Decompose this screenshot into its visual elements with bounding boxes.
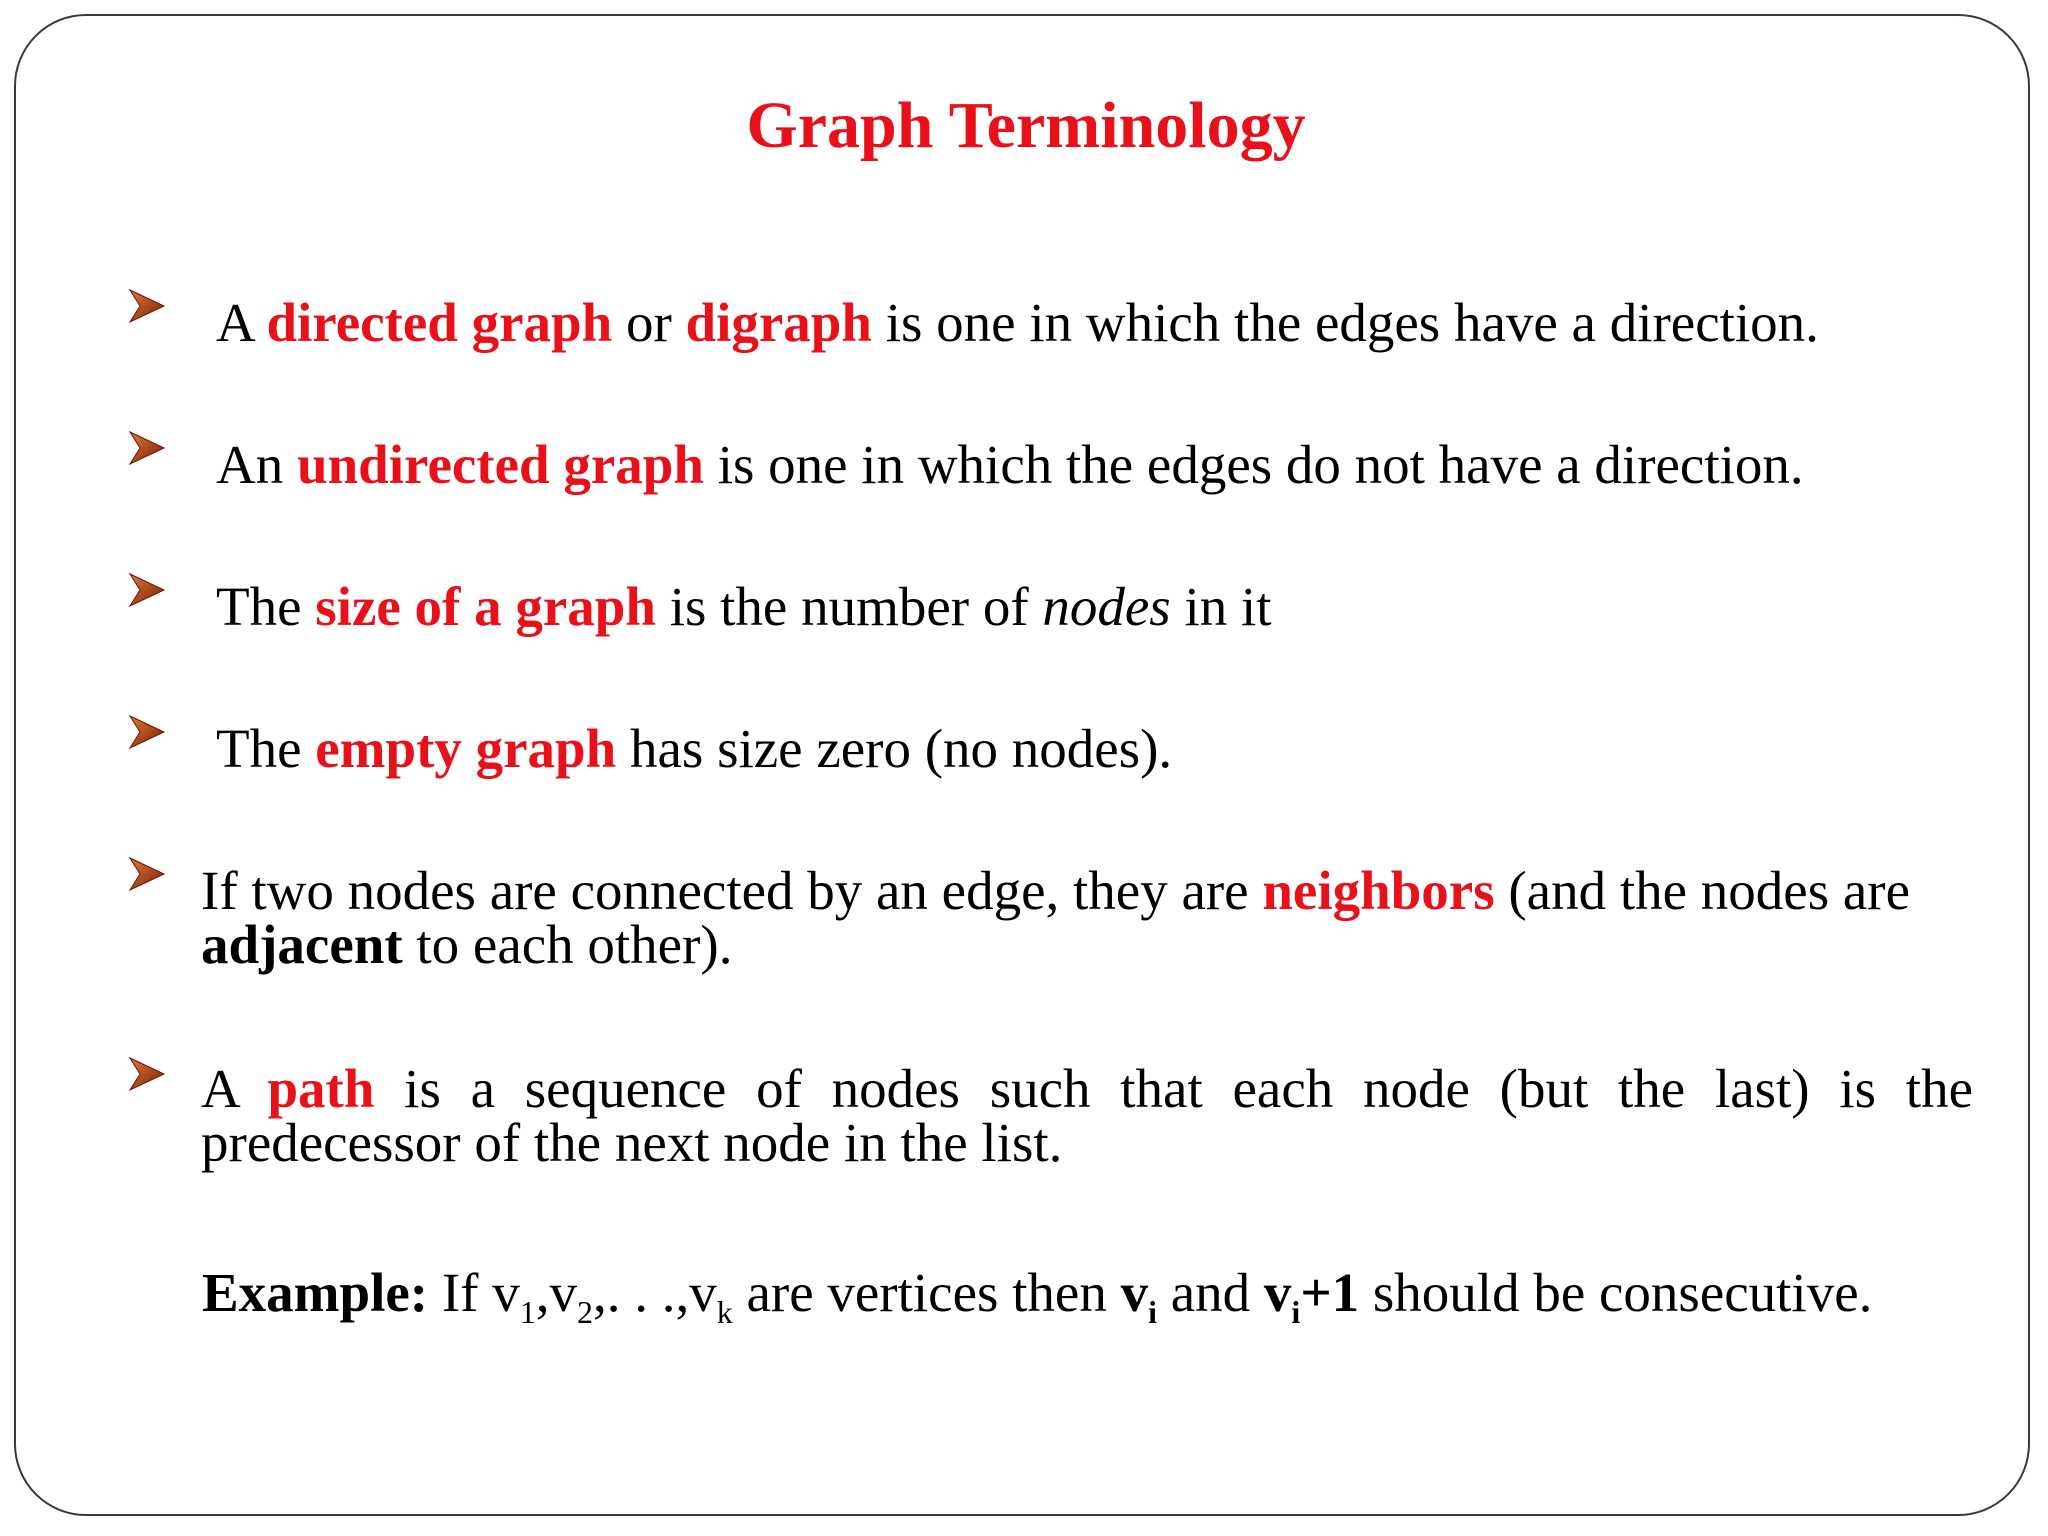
slide-frame [14, 14, 2030, 1516]
term-neighbors: neighbors [1262, 860, 1495, 921]
bullet-neighbors [201, 860, 1981, 975]
bullet-text: has size zero (no nodes). [616, 718, 1173, 779]
italic-nodes: nodes [1042, 576, 1171, 637]
bullet-text: is one in which the edges have a direction. [872, 292, 1819, 353]
bullet-text: If two nodes are connected by an edge, they are [201, 860, 1263, 921]
subscript: i [1148, 1294, 1157, 1330]
bullet-directed-graph [216, 292, 1976, 353]
arrowhead-bullet-icon [128, 572, 166, 608]
bullet-text: or [612, 292, 686, 353]
bullet-text: (and the nodes are [1494, 860, 1910, 921]
subscript: k [716, 1294, 733, 1330]
bullet-text: An [216, 434, 297, 495]
bullet-text: A [201, 1058, 268, 1119]
example-text: and [1157, 1262, 1264, 1323]
term-undirected-graph: undirected graph [296, 434, 704, 495]
bullet-text: is a sequence of nodes such that each node (but the last) is the predecessor of the next node in the list. [201, 1058, 1973, 1173]
subscript: 2 [577, 1294, 593, 1330]
example-text: should be consecutive. [1359, 1262, 1873, 1323]
subscript: i [1291, 1294, 1301, 1330]
vertex-vi: v [1120, 1262, 1149, 1323]
bullet-undirected-graph [216, 434, 1976, 495]
vertex-vi-plus-1: v [1263, 1262, 1292, 1323]
bullet-empty-graph [216, 718, 1976, 779]
term-adjacent: adjacent [201, 914, 403, 975]
term-path: path [267, 1058, 375, 1119]
example-label: Example: [202, 1262, 429, 1323]
bullet-path [201, 1058, 1973, 1173]
bullet-text: in it [1170, 576, 1272, 637]
bullet-text: is the number of [655, 576, 1043, 637]
term-digraph: digraph [685, 292, 872, 353]
arrowhead-bullet-icon [128, 856, 166, 892]
plus-one: +1 [1300, 1262, 1360, 1323]
arrowhead-bullet-icon [128, 714, 166, 750]
arrowhead-bullet-icon [128, 1056, 166, 1092]
example-text: If v [428, 1262, 520, 1323]
bullet-text: to each other). [402, 914, 733, 975]
arrowhead-bullet-icon [128, 288, 166, 324]
slide-title: Graph Terminology [746, 89, 1306, 162]
bullet-text: A [216, 292, 267, 353]
arrowhead-bullet-icon [128, 430, 166, 466]
bullet-text: The [216, 576, 316, 637]
term-size-of-a-graph: size of a graph [315, 576, 656, 637]
example-text: are vertices then [732, 1262, 1121, 1323]
term-empty-graph: empty graph [315, 718, 617, 779]
bullet-text: The [216, 718, 316, 779]
bullet-size-of-graph [216, 576, 1976, 637]
term-directed-graph: directed graph [266, 292, 613, 353]
example-line [202, 1262, 2002, 1330]
example-text: ,v [535, 1262, 577, 1323]
subscript: 1 [519, 1294, 536, 1330]
bullet-text: is one in which the edges do not have a direction. [703, 434, 1804, 495]
example-text: ,. . .,v [593, 1262, 717, 1323]
